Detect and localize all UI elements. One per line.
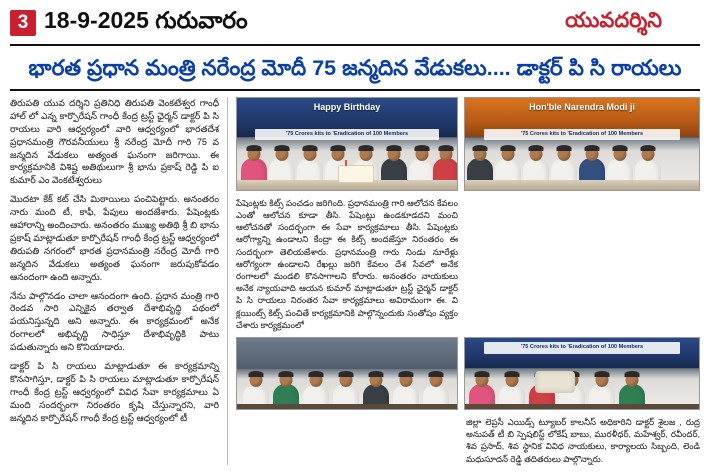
banner-title: Happy Birthday (313, 101, 381, 112)
banner-subtitle: '75 Crores kits to 'Eradication of 100 Members (484, 129, 681, 140)
person-head-icon (370, 373, 383, 387)
article-paragraph: తిరుపతి యువ దర్శిని ప్రతినిధి తిరుపతి వెంకటేశ్వర గాంధీ హాల్ లో ఎన్న కార్పొరేషన్ గాంధీ కేంద్ర ట్రస్ట్ ఛైర్మన్ డాక్టర్ పి సి రాయలు వారి ఆధ్వర్యంలో వారి ఆధ్వర్యంలో భారతదేశ ప్రధానమంత్రి గౌరవనీయులు శ్రీ నరేంద్ర మోదీ గారి 75 వ జన్మదిన వేడుకలు అత్యంత ఘనంగా జరిగాయి. ఈ కార్యక్రమానికి విశిష్ట అతిథులుగా శ్రీ భాను ప్రకాష్ రెడ్డి పి ఐ కుమార్ ఎం వెంకటేశ్వరులు (10, 97, 219, 186)
person-head-icon (440, 147, 453, 161)
person-head-icon (388, 147, 401, 161)
person-head-icon (332, 147, 345, 161)
birthday-cake (338, 165, 374, 183)
person-head-icon (400, 373, 413, 387)
photo-shawl-presentation (464, 337, 700, 410)
photo-caption-bottom-right: జిల్లా లెప్రసీ ఎయిడ్స్ ట్యూబర్ కాలనీస్ అధికారిని డాక్టర్ శైలజ , రుద్ర అనుపత్ టీ బి స్పెషలిస్ట్ లోకేష్ బాబు, మురళీధర్, మహేశ్వర్, రవీందర్, శివ ప్రసాద్, శివ స్థానిక వివిధ నాయకులు, కార్యాలయ సిబ్బంది, లెండి మధుసూదన్ రెడ్డి తదితరులు పాల్గొన్నారు. (466, 417, 700, 464)
masthead-title: యువదర్శిని (565, 9, 662, 32)
article-paragraph: నేను పాల్గొనడం చాలా ఆనందంగా ఉంది. ప్రధాన మంత్రి గారి రెండవ సారి ఎన్నికైన తర్వాత దేశాభివృద్ధి పథంలో పయనిస్తున్నది అని అన్నారు. ఈ కార్యక్రమంలో అనేక రంగాలలో అభివృద్ధి సాధిస్తూ దేశాభివృద్ధికి పాటు పడుతున్నారు అని కొనియాడారు. (10, 290, 219, 353)
photo-column (228, 97, 700, 465)
photo-felicitation (236, 337, 458, 410)
article-body (10, 97, 700, 465)
person-head-icon (250, 373, 263, 387)
banner-subtitle: '75 Crores kits to 'Eradication of 100 Members (484, 342, 681, 353)
person-head-icon (360, 147, 373, 161)
stage-floor (465, 404, 699, 410)
page-number-badge: 3 (10, 10, 36, 36)
person-head-icon (248, 147, 261, 161)
person-head-icon (586, 147, 599, 161)
banner-caption (243, 102, 451, 115)
page-header (10, 6, 700, 40)
banner-subtitle: '75 Crores kits to 'Eradication of 100 Members (255, 129, 440, 140)
article-text-column (10, 97, 228, 465)
table-front (465, 180, 699, 190)
headline-divider (10, 89, 700, 91)
person-head-icon (530, 147, 543, 161)
photo-row-top (236, 97, 700, 191)
header-divider (10, 44, 700, 46)
person-head-icon (506, 373, 519, 387)
person-head-icon (502, 147, 515, 161)
crowd-area (465, 369, 699, 409)
person-head-icon (596, 373, 609, 387)
photo-sweets-distribution (464, 97, 700, 191)
page-title: భారత ప్రధాన మంత్రి నరేంద్ర మోదీ 75 జన్మదిన వేడుకలు.... డాక్టర్ పి సి రాయలు (28, 56, 682, 80)
photo-caption-secondary (466, 197, 700, 331)
person-head-icon (642, 147, 655, 161)
caption-row-bottom (236, 416, 700, 465)
person-head-icon (276, 147, 289, 161)
banner-caption (471, 102, 693, 115)
shawl-item (535, 371, 575, 393)
caption-row (236, 197, 700, 331)
person-head-icon (474, 147, 487, 161)
publication-date: 18-9-2025 గురువారం (44, 6, 248, 33)
photo-caption: పేషెంట్లకు కిట్స్ పంచడం జరిగింది. ప్రధానమంత్రి గారి ఆలోచన కేవలం ఎంతో ఆలోచన కూడా తీసి. పేషెంట్లు ఉండకూడదని మంచి ఆలోచనతో సందర్భంగా ఈ సేవా కార్యక్రమాలు తీసి. పేషెంట్లకు ఆరోగ్యాన్ని ఉండాలని కేంద్రా ఈ కిట్స్ అందజేస్తూ నిరంతరం ఈ సందర్భంగా తెలియజేశారు. ప్రధానమంత్రి గారు నిండు నూరేళ్లు ఆరోగ్యంగా ఉండాలని రేఖల్లు జరిగి కేవలం దేశ సేవలో అనేక రంగాలలో మండలి కొనసాగాలని కోరారు. అనంతరం నాయకులు అనేక న్యాయవాది ఆయన కుమార్ మాట్లాడుతూ ట్రస్ట్ ఛైర్మన్ డాక్టర్ పి సి రాయలు నిరంతర సేవా కార్యక్రమాలు అవిరామంగా ఈ. వి క్లయింట్స్ కిట్స్ పంచితే కార్యక్రమానికి పాల్గొన్నందుకు సంతోషం వ్యక్తం చేశారు కార్యక్రమంలో (236, 197, 458, 330)
person-head-icon (626, 373, 639, 387)
person-head-icon (280, 373, 293, 387)
stage-floor (237, 404, 457, 410)
photo-cake-cutting (236, 97, 458, 191)
banner-title: Hon'ble Narendra Modi ji (529, 101, 635, 112)
person-head-icon (614, 147, 627, 161)
person-head-icon (476, 373, 489, 387)
person-head-icon (310, 373, 323, 387)
person-head-icon (558, 147, 571, 161)
person-head-icon (430, 373, 443, 387)
crowd-area (237, 138, 457, 190)
person-head-icon (304, 147, 317, 161)
photo-row-bottom (236, 337, 700, 410)
crowd-area (465, 138, 699, 190)
crowd-area (237, 369, 457, 409)
article-paragraph: డాక్టర్ పి సి రాయలు మాట్లాడుతూ ఈ కార్యక్రమాన్ని కొనసాగిస్తూ, డాక్టర్ పి సి రాయలు మాట్లాడుతూ కార్పొరేషన్ గాంధీ కేంద్ర ట్రస్ట్ ఆధ్వర్యంలో వివిధ సేవా కార్యక్రమాలు ఏ మంది సందర్భంగా నిరంతరం కృషి చేస్తున్నారని, వారి జన్మదిన కార్పొరేషన్ గాంధీ కేంద్ర ట్రస్ట్ ఆధ్వర్యంలో టీ (10, 361, 219, 423)
photo-caption-bottom-left (236, 416, 458, 465)
article-paragraph: మెుదటా కేక్ కట్ చేసి మిఠాయిలు పంచిపెట్టారు. అనంతరం నారు మంది టీ, కాఫీ, పేపులు అందజేశారు. పేషెంట్లకు ఆహారాన్ని అందించారు. అనంతరం ముఖ్య అతిథి శ్రీ బి భాను ప్రకాష్ మాట్లాడుతూ కార్పొరేషన్ గాంధీ కేంద్ర ట్రస్ట్ ఆధ్వర్యంలో తిరుపతి నగరంలో భారత ప్రధానమంత్రి నరేంద్ర మోదీ గారి జన్మదిన వేడుకలు అత్యంత ఘనంగా జరుపుకోవడం ఆనందంగా ఉంది అన్నారు. (10, 194, 219, 282)
person-head-icon (340, 373, 353, 387)
person-head-icon (416, 147, 429, 161)
